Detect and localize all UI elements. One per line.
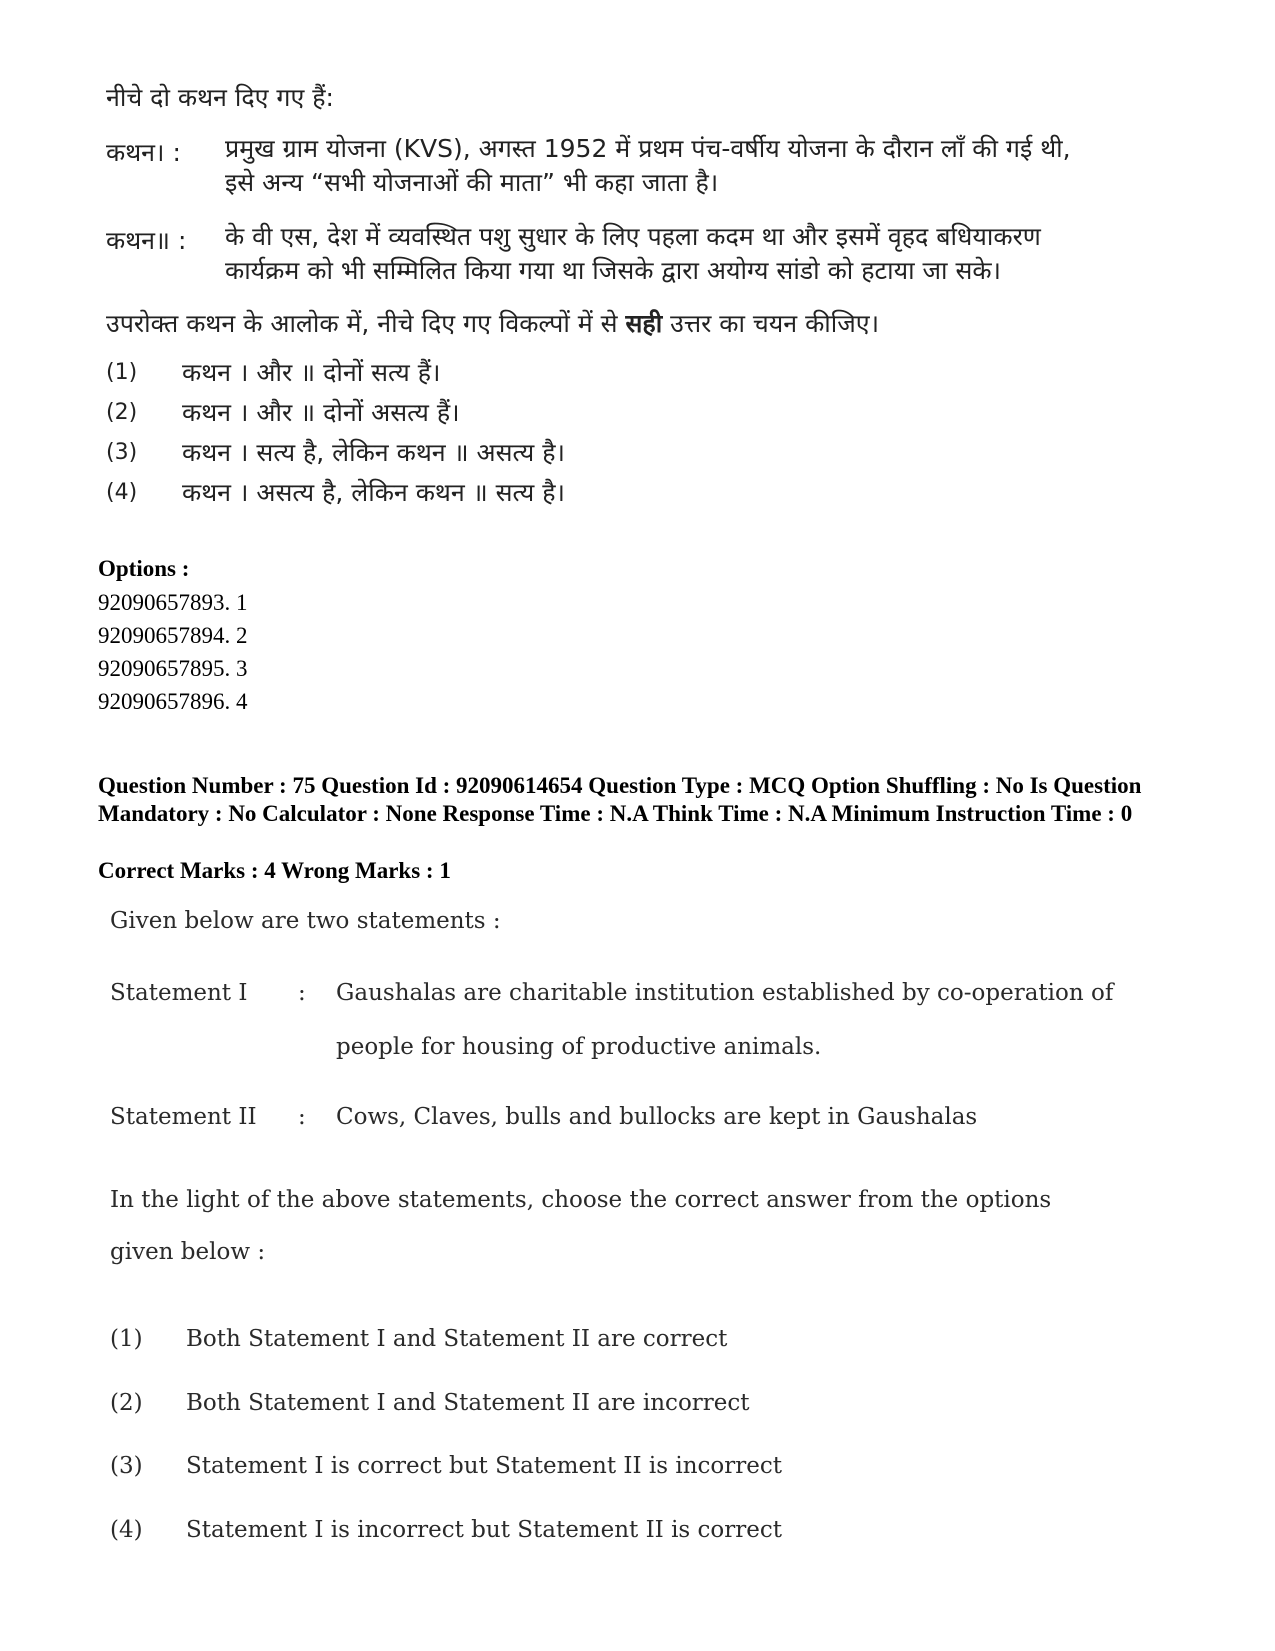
english-intro: Given below are two statements : [110, 908, 501, 934]
option-id-item: 92090657894. 2 [98, 623, 248, 648]
hindi-instruction-after: उत्तर का चयन कीजिए। [662, 309, 880, 338]
hindi-statement2-line1: के वी एस, देश में व्यवस्थित पशु सुधार के लिए पहला कदम था और इसमें वृहद बधियाकरण [225, 222, 1041, 251]
english-statement2-label: Statement II [110, 1104, 257, 1130]
english-option-number: (4) [110, 1517, 143, 1543]
option-id-item: 92090657896. 4 [98, 689, 248, 714]
hindi-option-text: कथन । और ॥ दोनों असत्य हैं। [182, 398, 460, 427]
english-option-text: Statement I is correct but Statement II is incorrect [186, 1453, 783, 1479]
english-option-text: Both Statement I and Statement II are correct [186, 1326, 728, 1352]
option-id-item: 92090657895. 3 [98, 656, 248, 681]
marks-info: Correct Marks : 4 Wrong Marks : 1 [98, 858, 451, 883]
hindi-instruction [106, 306, 879, 340]
hindi-option-number: (3) [106, 440, 138, 465]
hindi-statement1-label: कथन। : [106, 138, 181, 167]
hindi-statement2-label: कथन॥ : [106, 226, 187, 255]
english-statement1-line1: Gaushalas are charitable institution established by co-operation of [336, 980, 1114, 1006]
hindi-option-number: (4) [106, 480, 138, 505]
options-title: Options : [98, 556, 190, 581]
english-option-text: Statement I is incorrect but Statement II is correct [186, 1517, 783, 1543]
hindi-option-number: (2) [106, 400, 138, 425]
english-statement1-label: Statement I [110, 980, 248, 1006]
english-option-text: Both Statement I and Statement II are incorrect [186, 1390, 750, 1416]
hindi-option-number: (1) [106, 360, 138, 385]
hindi-instruction-before: उपरोक्त कथन के आलोक में, नीचे दिए गए विकल्पों में से [106, 309, 626, 338]
english-statement2-text: Cows, Claves, bulls and bullocks are kept in Gaushalas [336, 1104, 978, 1130]
question-info: Question Number : 75 Question Id : 92090614654 Question Type : MCQ Option Shuffling : No Is Question Mandatory : No Calculator : None Response Time : N.A Think Time : N.A Minimum Instruction Time : 0 [98, 773, 1142, 826]
hindi-option-text: कथन । सत्य है, लेकिन कथन ॥ असत्य है। [182, 438, 565, 467]
english-option-number: (1) [110, 1326, 143, 1352]
english-instruction: In the light of the above statements, choose the correct answer from the options given below : [110, 1187, 1052, 1265]
english-statement2-colon: : [298, 1104, 306, 1130]
hindi-option-text: कथन । और ॥ दोनों सत्य हैं। [182, 358, 441, 387]
hindi-option-text: कथन । असत्य है, लेकिन कथन ॥ सत्य है। [182, 478, 565, 507]
english-statement1-colon: : [298, 980, 306, 1006]
english-option-number: (2) [110, 1390, 143, 1416]
hindi-instruction-bold: सही [625, 309, 663, 338]
option-id-item: 92090657893. 1 [98, 590, 248, 615]
english-statement1-line2: people for housing of productive animals. [336, 1034, 822, 1060]
hindi-statement1-line1: प्रमुख ग्राम योजना (KVS), अगस्त 1952 में प्रथम पंच-वर्षीय योजना के दौरान लाँ की गई थी, [225, 134, 1071, 163]
hindi-statement2-line2: कार्यक्रम को भी सम्मिलित किया गया था जिसके द्वारा अयोग्य सांडो को हटाया जा सके। [225, 256, 1002, 285]
hindi-statement1-line2: इसे अन्य “सभी योजनाओं की माता” भी कहा जाता है। [225, 168, 719, 197]
hindi-intro: नीचे दो कथन दिए गए हैं: [106, 83, 334, 112]
english-option-number: (3) [110, 1453, 143, 1479]
